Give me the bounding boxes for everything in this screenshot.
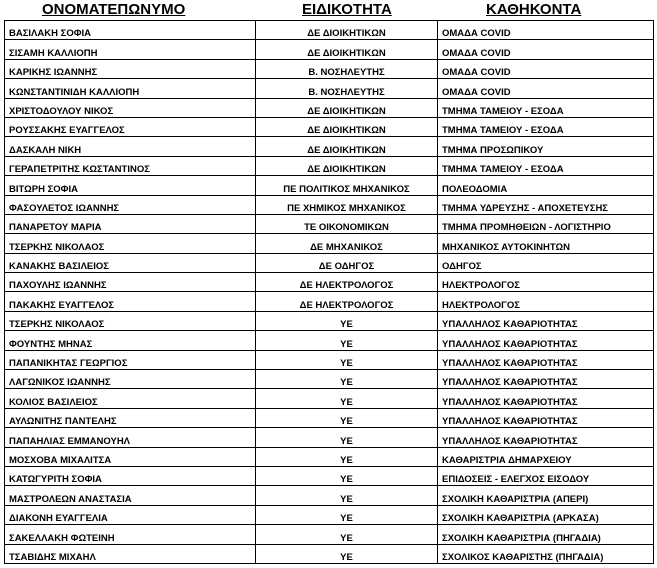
cell-name: ΡΟΥΣΣΑΚΗΣ ΕΥΑΓΓΕΛΟΣ xyxy=(5,117,256,136)
table-row xyxy=(5,253,654,272)
table-row xyxy=(5,195,654,214)
table-row xyxy=(5,234,654,253)
table-row xyxy=(5,447,654,466)
cell-duty: ΣΧΟΛΙΚΟΣ ΚΑΘΑΡΙΣΤΗΣ (ΠΗΓΑΔΙΑ) xyxy=(438,544,654,563)
table-row xyxy=(5,428,654,447)
cell-name: ΠΑΝΑΡΕΤΟΥ ΜΑΡΙΑ xyxy=(5,214,256,233)
table-row xyxy=(5,214,654,233)
table-row xyxy=(5,59,654,78)
cell-specialty: ΥΕ xyxy=(256,370,438,389)
cell-specialty: ΠΕ ΠΟΛΙΤΙΚΟΣ ΜΗΧΑΝΙΚΟΣ xyxy=(256,176,438,195)
table-row xyxy=(5,156,654,175)
cell-name: ΣΑΚΕΛΛΑΚΗ ΦΩΤΕΙΝΗ xyxy=(5,525,256,544)
cell-name: ΤΣΕΡΚΗΣ ΝΙΚΟΛΑΟΣ xyxy=(5,234,256,253)
cell-duty: ΤΜΗΜΑ ΠΡΟΜΗΘΕΙΩΝ - ΛΟΓΙΣΤΗΡΙΟ xyxy=(438,214,654,233)
table-row xyxy=(5,273,654,292)
cell-name: ΜΑΣΤΡΟΛΕΩΝ ΑΝΑΣΤΑΣΙΑ xyxy=(5,486,256,505)
cell-specialty: ΥΕ xyxy=(256,466,438,485)
cell-specialty: ΥΕ xyxy=(256,447,438,466)
cell-duty: ΤΜΗΜΑ ΤΑΜΕΙΟΥ - ΕΣΟΔΑ xyxy=(438,117,654,136)
cell-specialty: ΔΕ ΔΙΟΙΚΗΤΙΚΩΝ xyxy=(256,40,438,59)
cell-duty: ΥΠΑΛΛΗΛΟΣ ΚΑΘΑΡΙΟΤΗΤΑΣ xyxy=(438,370,654,389)
cell-name: ΧΡΙΣΤΟΔΟΥΛΟΥ ΝΙΚΟΣ xyxy=(5,98,256,117)
cell-name: ΠΑΠΑΗΛΙΑΣ ΕΜΜΑΝΟΥΗΛ xyxy=(5,428,256,447)
cell-name: ΒΑΣΙΛΑΚΗ ΣΟΦΙΑ xyxy=(5,21,256,40)
cell-duty: ΤΜΗΜΑ ΤΑΜΕΙΟΥ - ΕΣΟΔΑ xyxy=(438,98,654,117)
cell-duty: ΥΠΑΛΛΗΛΟΣ ΚΑΘΑΡΙΟΤΗΤΑΣ xyxy=(438,350,654,369)
cell-duty: ΣΧΟΛΙΚΗ ΚΑΘΑΡΙΣΤΡΙΑ (ΑΠΕΡΙ) xyxy=(438,486,654,505)
cell-name: ΦΟΥΝΤΗΣ ΜΗΝΑΣ xyxy=(5,331,256,350)
table-row xyxy=(5,137,654,156)
cell-name: ΤΣΑΒΙΔΗΣ ΜΙΧΑΗΛ xyxy=(5,544,256,563)
cell-specialty: Β. ΝΟΣΗΛΕΥΤΗΣ xyxy=(256,59,438,78)
cell-duty: ΠΟΛΕΟΔΟΜΙΑ xyxy=(438,176,654,195)
cell-name: ΚΑΝΑΚΗΣ ΒΑΣΙΛΕΙΟΣ xyxy=(5,253,256,272)
cell-name: ΑΥΛΩΝΙΤΗΣ ΠΑΝΤΕΛΗΣ xyxy=(5,408,256,427)
cell-duty: ΣΧΟΛΙΚΗ ΚΑΘΑΡΙΣΤΡΙΑ (ΑΡΚΑΣΑ) xyxy=(438,505,654,524)
cell-duty: ΤΜΗΜΑ ΠΡΟΣΩΠΙΚΟΥ xyxy=(438,137,654,156)
cell-specialty: ΥΕ xyxy=(256,486,438,505)
cell-name: ΠΑΧΟΥΛΗΣ ΙΩΑΝΝΗΣ xyxy=(5,273,256,292)
cell-name: ΤΣΕΡΚΗΣ ΝΙΚΟΛΑΟΣ xyxy=(5,311,256,330)
cell-duty: ΟΜΑΔΑ COVID xyxy=(438,59,654,78)
cell-specialty: ΔΕ ΔΙΟΙΚΗΤΙΚΩΝ xyxy=(256,137,438,156)
cell-specialty: ΠΕ ΧΗΜΙΚΟΣ ΜΗΧΑΝΙΚΟΣ xyxy=(256,195,438,214)
cell-specialty: ΥΕ xyxy=(256,311,438,330)
cell-specialty: ΥΕ xyxy=(256,331,438,350)
cell-duty: ΟΜΑΔΑ COVID xyxy=(438,21,654,40)
cell-name: ΚΟΛΙΟΣ ΒΑΣΙΛΕΙΟΣ xyxy=(5,389,256,408)
staff-table xyxy=(4,20,654,564)
cell-name: ΠΑΠΑΝΙΚΗΤΑΣ ΓΕΩΡΓΙΟΣ xyxy=(5,350,256,369)
cell-specialty: ΔΕ ΜΗΧΑΝΙΚΟΣ xyxy=(256,234,438,253)
cell-duty: ΤΜΗΜΑ ΥΔΡΕΥΣΗΣ - ΑΠΟΧΕΤΕΥΣΗΣ xyxy=(438,195,654,214)
cell-duty: ΗΛΕΚΤΡΟΛΟΓΟΣ xyxy=(438,273,654,292)
cell-duty: ΗΛΕΚΤΡΟΛΟΓΟΣ xyxy=(438,292,654,311)
cell-specialty: ΥΕ xyxy=(256,408,438,427)
cell-specialty: Β. ΝΟΣΗΛΕΥΤΗΣ xyxy=(256,79,438,98)
cell-name: ΚΩΝΣΤΑΝΤΙΝΙΔΗ ΚΑΛΛΙΟΠΗ xyxy=(5,79,256,98)
cell-duty: ΥΠΑΛΛΗΛΟΣ ΚΑΘΑΡΙΟΤΗΤΑΣ xyxy=(438,331,654,350)
cell-name: ΣΙΣΑΜΗ ΚΑΛΛΙΟΠΗ xyxy=(5,40,256,59)
header-name: ΟΝΟΜΑΤΕΠΩΝΥΜΟ xyxy=(42,1,186,18)
cell-duty: ΟΜΑΔΑ COVID xyxy=(438,79,654,98)
cell-specialty: ΥΕ xyxy=(256,505,438,524)
cell-specialty: ΔΕ ΔΙΟΙΚΗΤΙΚΩΝ xyxy=(256,21,438,40)
table-row xyxy=(5,408,654,427)
cell-duty: ΟΜΑΔΑ COVID xyxy=(438,40,654,59)
cell-duty: ΥΠΑΛΛΗΛΟΣ ΚΑΘΑΡΙΟΤΗΤΑΣ xyxy=(438,389,654,408)
cell-duty: ΥΠΑΛΛΗΛΟΣ ΚΑΘΑΡΙΟΤΗΤΑΣ xyxy=(438,311,654,330)
cell-duty: ΥΠΑΛΛΗΛΟΣ ΚΑΘΑΡΙΟΤΗΤΑΣ xyxy=(438,428,654,447)
table-row xyxy=(5,79,654,98)
cell-specialty: ΔΕ ΔΙΟΙΚΗΤΙΚΩΝ xyxy=(256,98,438,117)
cell-specialty: ΔΕ ΔΙΟΙΚΗΤΙΚΩΝ xyxy=(256,156,438,175)
cell-duty: ΕΠΙΔΟΣΕΙΣ - ΕΛΕΓΧΟΣ ΕΙΣΟΔΟΥ xyxy=(438,466,654,485)
cell-specialty: ΥΕ xyxy=(256,525,438,544)
header-specialty: ΕΙΔΙΚΟΤΗΤΑ xyxy=(302,1,392,18)
cell-duty: ΚΑΘΑΡΙΣΤΡΙΑ ΔΗΜΑΡΧΕΙΟΥ xyxy=(438,447,654,466)
cell-name: ΦΑΣΟΥΛΕΤΟΣ ΙΩΑΝΝΗΣ xyxy=(5,195,256,214)
header-duties: ΚΑΘΗΚΟΝΤΑ xyxy=(486,1,582,18)
cell-specialty: ΔΕ ΟΔΗΓΟΣ xyxy=(256,253,438,272)
cell-duty: ΟΔΗΓΟΣ xyxy=(438,253,654,272)
table-row xyxy=(5,292,654,311)
cell-specialty: ΔΕ ΗΛΕΚΤΡΟΛΟΓΟΣ xyxy=(256,273,438,292)
cell-duty: ΥΠΑΛΛΗΛΟΣ ΚΑΘΑΡΙΟΤΗΤΑΣ xyxy=(438,408,654,427)
table-row xyxy=(5,176,654,195)
cell-duty: ΜΗΧΑΝΙΚΟΣ ΑΥΤΟΚΙΝΗΤΩΝ xyxy=(438,234,654,253)
cell-specialty: ΤΕ ΟΙΚΟΝΟΜΙΚΩΝ xyxy=(256,214,438,233)
cell-name: ΛΑΓΩΝΙΚΟΣ ΙΩΑΝΝΗΣ xyxy=(5,370,256,389)
table-row xyxy=(5,331,654,350)
cell-specialty: ΔΕ ΗΛΕΚΤΡΟΛΟΓΟΣ xyxy=(256,292,438,311)
cell-name: ΚΑΡΙΚΗΣ ΙΩΑΝΝΗΣ xyxy=(5,59,256,78)
table-row xyxy=(5,311,654,330)
cell-name: ΓΕΡΑΠΕΤΡΙΤΗΣ ΚΩΣΤΑΝΤΙΝΟΣ xyxy=(5,156,256,175)
cell-specialty: ΔΕ ΔΙΟΙΚΗΤΙΚΩΝ xyxy=(256,117,438,136)
cell-name: ΠΑΚΑΚΗΣ ΕΥΑΓΓΕΛΟΣ xyxy=(5,292,256,311)
table-row xyxy=(5,40,654,59)
cell-name: ΚΑΤΩΓΥΡΙΤΗ ΣΟΦΙΑ xyxy=(5,466,256,485)
cell-specialty: ΥΕ xyxy=(256,389,438,408)
cell-specialty: ΥΕ xyxy=(256,428,438,447)
cell-duty: ΤΜΗΜΑ ΤΑΜΕΙΟΥ - ΕΣΟΔΑ xyxy=(438,156,654,175)
table-row xyxy=(5,370,654,389)
cell-name: ΔΑΣΚΑΛΗ ΝΙΚΗ xyxy=(5,137,256,156)
table-row xyxy=(5,98,654,117)
cell-specialty: ΥΕ xyxy=(256,544,438,563)
table-row xyxy=(5,466,654,485)
table-row xyxy=(5,505,654,524)
cell-name: ΜΟΣΧΟΒΑ ΜΙΧΑΛΙΤΣΑ xyxy=(5,447,256,466)
table-row xyxy=(5,544,654,563)
table-row xyxy=(5,389,654,408)
table-header xyxy=(0,0,657,20)
cell-name: ΒΙΤΩΡΗ ΣΟΦΙΑ xyxy=(5,176,256,195)
table-row xyxy=(5,117,654,136)
cell-specialty: ΥΕ xyxy=(256,350,438,369)
table-row xyxy=(5,525,654,544)
table-row xyxy=(5,21,654,40)
table-row xyxy=(5,486,654,505)
table-row xyxy=(5,350,654,369)
cell-name: ΔΙΑΚΟΝΗ ΕΥΑΓΓΕΛΙΑ xyxy=(5,505,256,524)
cell-duty: ΣΧΟΛΙΚΗ ΚΑΘΑΡΙΣΤΡΙΑ (ΠΗΓΑΔΙΑ) xyxy=(438,525,654,544)
